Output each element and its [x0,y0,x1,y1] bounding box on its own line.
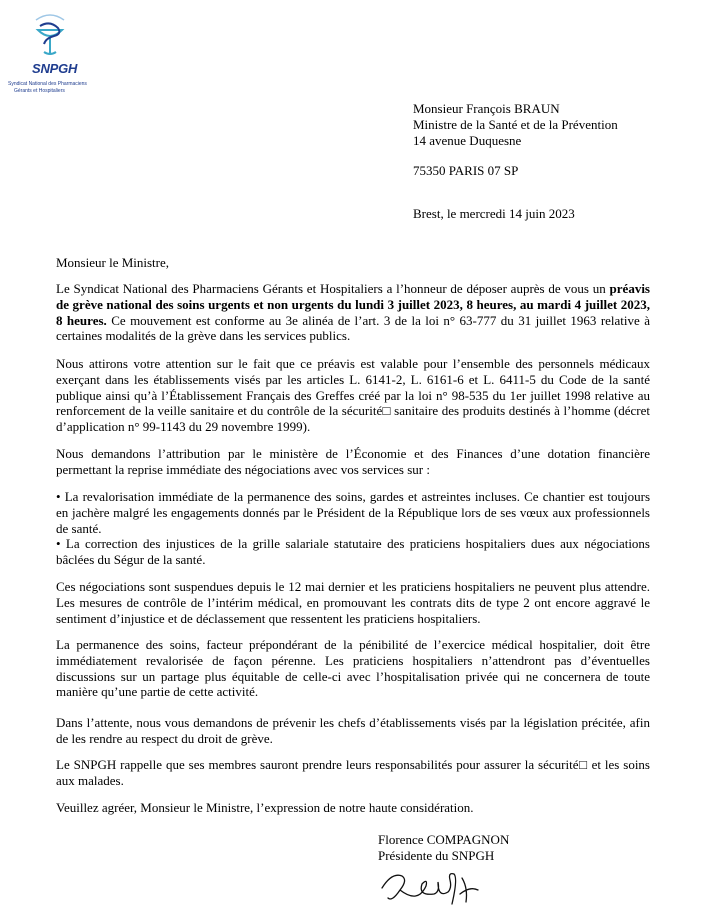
recipient-street: 14 avenue Duquesne [413,132,522,148]
list-item: • La correction des injustices de la grille salariale statutaire des praticiens hospitaliers dues aux négociations bâclées du Ségur de la santé. [56,536,650,568]
scope-text: Nous attirons votre attention sur le fait que ce préavis est valable pour l’ensemble des personnels médicaux exerçant dans les établissements visés par les articles L. 6141-2, L. 6161-6 et L. 6411-5 du Code de la santé publique ainsi qu’à l’Établissement Français des Greffes créé par la loi n° 98-535 du 1er juillet 1998 relative au renforcement de la veille sanitaire et du contrôle de la sécurité□ sanitaire des produits destinés à l’homme (décret d’application n° 99-1143 du 29 novembre 1999). [56,356,650,435]
recipient-title: Ministre de la Santé et de la Prévention [413,116,618,132]
signer-block [378,832,509,864]
letter-date: Brest, le mercredi 14 juin 2023 [413,206,575,221]
paragraph-waiting [56,715,650,747]
paragraph-demand [56,446,650,478]
signer-role: Présidente du SNPGH [378,847,495,863]
waiting-text: Dans l’attente, nous vous demandons de prévenir les chefs d’établissements visés par la législation précitée, afin de les rendre au respect du droit de grève. [56,715,650,746]
recipient-city: 75350 PARIS 07 SP [413,163,519,178]
negotiations-text: Ces négociations sont suspendues depuis le 12 mai dernier et les praticiens hospitaliers ne peuvent plus attendre. Les mesures de contrôle de l’intérim médical, en promouvant les contrats dits de type 2 ont encore aggravé le sentiment d’injustice et de déclassement que ressentent les praticiens hospitaliers. [56,579,650,626]
signer-name: Florence COMPAGNON [378,832,510,847]
responsibility-text: Le SNPGH rappelle que ses membres sauront prendre leurs responsabilités pour assurer la sécurité□ et les soins aux malades. [56,757,650,788]
closing-text: Veuillez agréer, Monsieur le Ministre, l’expression de notre haute considération. [56,800,474,815]
paragraph-negotiations [56,579,650,626]
caduceus-cup-icon [28,12,72,62]
demand-list [56,489,650,568]
paragraph-closing [56,800,650,816]
salutation: Monsieur le Ministre, [56,255,170,270]
permanence-text: La permanence des soins, facteur prépondérant de la pénibilité de l’exercice médical hospitalier, doit être immédiatement revalorisée de façon pérenne. Les praticiens hospitaliers n’attendront pas d’éventuelles discussions sur un partage plus équitable de celle-ci avec l’hospitalisation privée qui ne concernera de toute manière qu’une partie de cette activité. [56,637,650,700]
notice-intro: Le Syndicat National des Pharmaciens Gérants et Hospitaliers a l’honneur de déposer auprès de vous un [56,281,606,296]
paragraph-notice [56,281,650,344]
notice-bold: préavis de grève national des soins urgents et non urgents du lundi 3 juillet 2023, 8 heures, au mardi 4 juillet 2023, 8 heures. [56,281,650,328]
paragraph-permanence [56,637,650,700]
recipient-address [413,101,618,148]
notice-rest: Ce mouvement est conforme au 3e alinéa de l’art. 3 de la loi n° 63-777 du 31 juillet 1963 relative à certaines modalités de la grève dans les services publics. [56,312,650,344]
paragraph-scope [56,356,650,435]
logo-acronym: SNPGH [32,61,78,76]
list-item: • La revalorisation immédiate de la permanence des soins, gardes et astreintes incluses. Ce chantier est toujours en jachère malgré les engagements donnés par le Président de la République lors de ses vœux aux professionnels de santé. [56,489,650,536]
recipient-name: Monsieur François BRAUN [413,101,560,116]
paragraph-responsibility [56,757,650,789]
snpgh-logo [6,12,98,94]
handwritten-signature [378,868,488,906]
demand-text: Nous demandons l’attribution par le ministère de l’Économie et des Finances d’une dotation financière permettant la reprise immédiate des négociations avec vos services sur : [56,446,650,477]
logo-line-1: Syndicat National des Pharmaciens [8,81,87,87]
logo-line-2: Gérants et Hospitaliers [14,88,65,94]
